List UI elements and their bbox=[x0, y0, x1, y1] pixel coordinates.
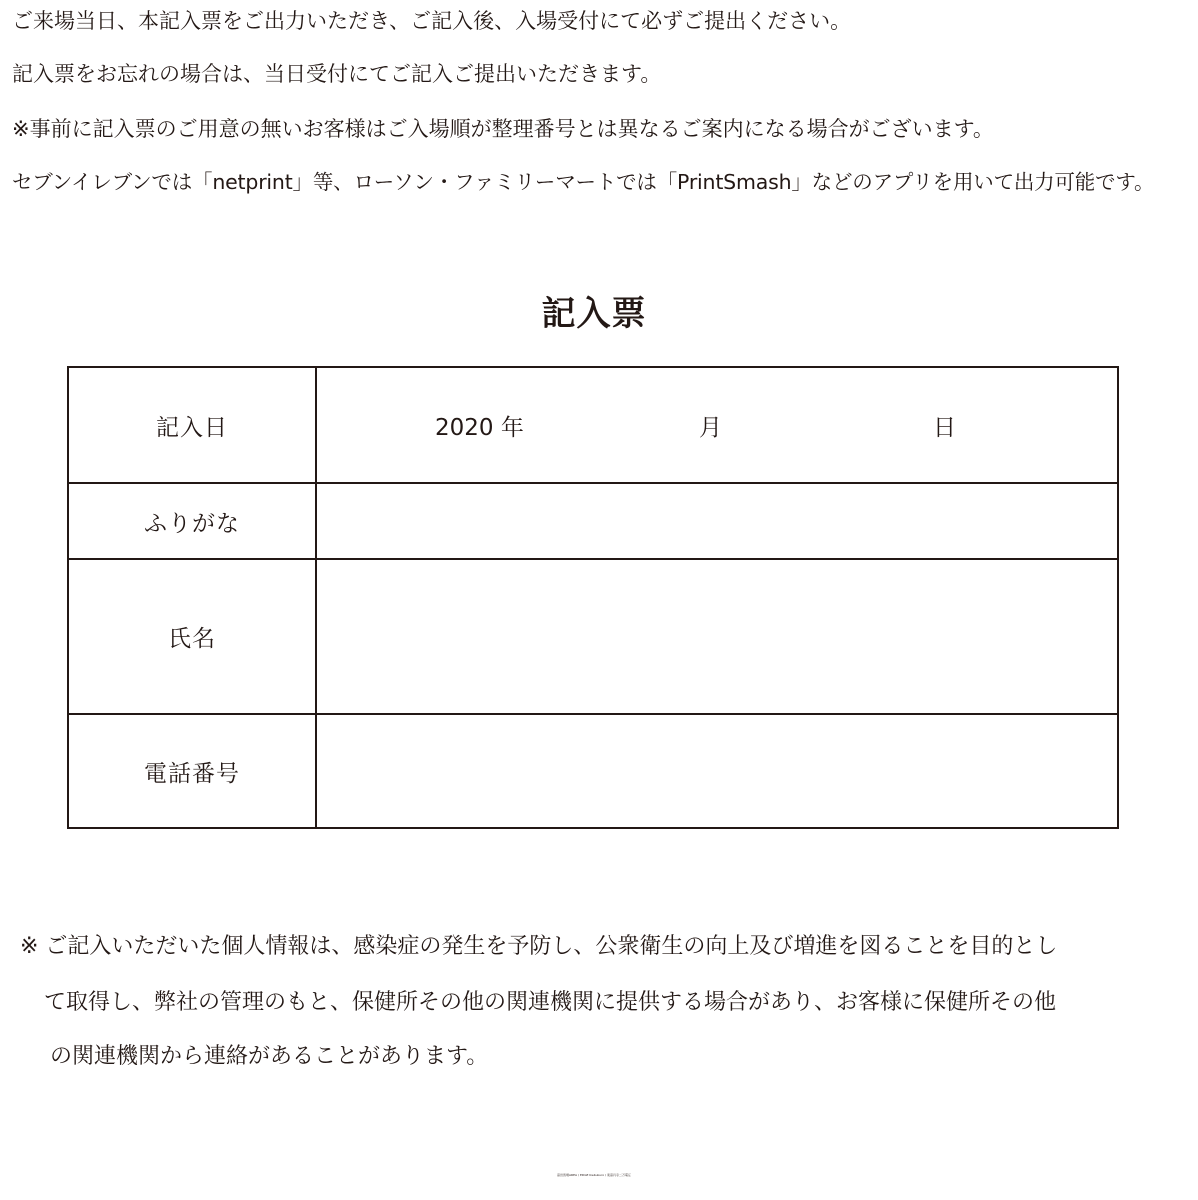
furigana-row bbox=[69, 484, 1117, 560]
date-row bbox=[69, 368, 1117, 484]
form-title: 記入票 bbox=[541, 294, 647, 334]
furigana-label: ふりがな bbox=[144, 510, 240, 537]
date-day: 日 bbox=[933, 414, 956, 441]
notice-line-1: ご来場当日、本記入票をご出力いただき、ご記入後、入場受付にて必ずご提出ください。 bbox=[12, 9, 852, 33]
date-month: 月 bbox=[699, 414, 722, 441]
name-label: 氏名 bbox=[168, 626, 216, 652]
date-year: 2020 年 bbox=[435, 414, 524, 441]
privacy-line-1: ※ ご記入いただいた個人情報は、感染症の発生を予防し、公衆衛生の向上及び増進を図ることを目的とし bbox=[20, 934, 1058, 959]
column-divider bbox=[315, 368, 317, 482]
name-field[interactable] bbox=[317, 560, 1117, 713]
notice-line-4: セブンイレブンでは「netprint」等、ローソン・ファミリーマートでは「PrintSmash」などのアプリを用いて出力可能です。 bbox=[12, 170, 1155, 194]
phone-field[interactable] bbox=[317, 715, 1117, 827]
date-label: 記入日 bbox=[156, 414, 228, 441]
venue-footer: 高田馬場AREA / EDGE Ikebukuro / 東高円寺二万電圧 bbox=[556, 1173, 632, 1177]
notice-line-3: ※事前に記入票のご用意の無いお客様はご入場順が整理番号とは異なるご案内になる場合がございます。 bbox=[12, 117, 994, 141]
privacy-line-3: の関連機関から連絡があることがあります。 bbox=[50, 1044, 489, 1069]
phone-row bbox=[69, 715, 1117, 827]
entry-form-table bbox=[67, 366, 1119, 829]
phone-label: 電話番号 bbox=[144, 760, 240, 787]
privacy-line-2: て取得し、弊社の管理のもと、保健所その他の関連機関に提供する場合があり、お客様に保健所その他 bbox=[44, 990, 1057, 1015]
notice-line-2: 記入票をお忘れの場合は、当日受付にてご記入ご提出いただきます。 bbox=[12, 62, 662, 86]
name-row bbox=[69, 560, 1117, 715]
furigana-field[interactable] bbox=[317, 484, 1117, 558]
